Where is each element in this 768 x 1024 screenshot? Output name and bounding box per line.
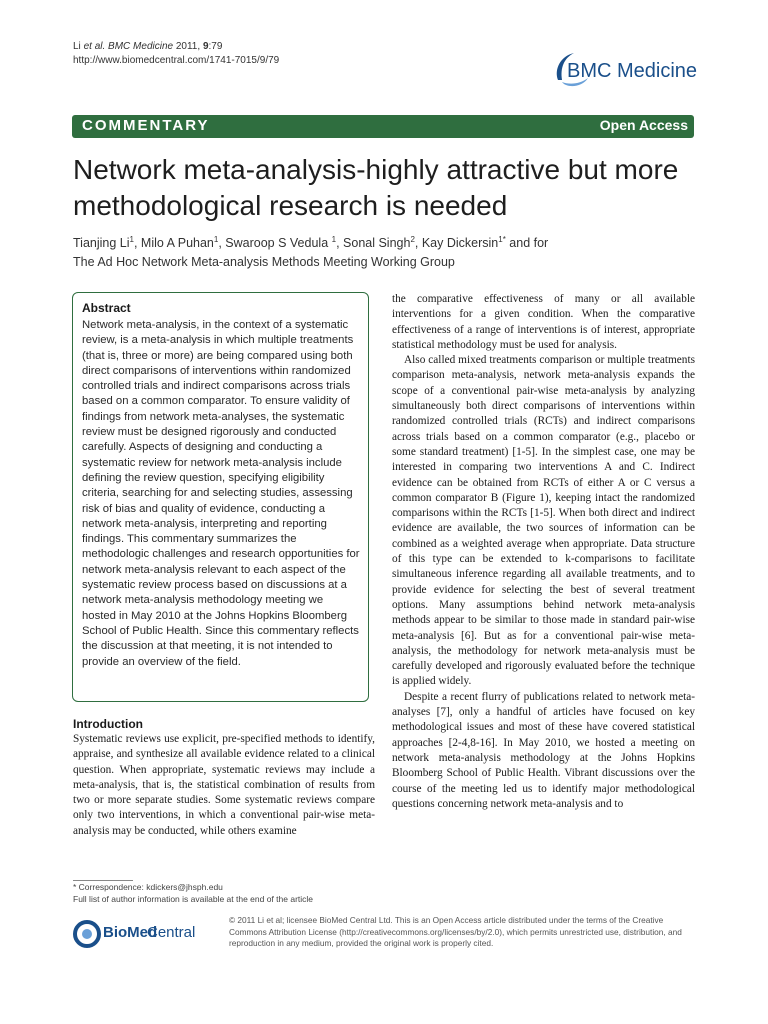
author-conjunction: and for xyxy=(505,236,549,251)
author-info-note: Full list of author information is available at the end of the article xyxy=(73,893,314,904)
author-name: , Sonal Singh xyxy=(336,236,411,251)
footnote xyxy=(73,882,373,905)
journal-logo-text: BMC Medicine xyxy=(567,60,698,82)
author-list xyxy=(73,230,693,272)
abstract-heading: Abstract xyxy=(82,301,131,315)
citation xyxy=(73,40,279,68)
affiliation-marker: 1 xyxy=(129,235,134,244)
article-title: Network meta-analysis-highly attractive but more methodological research is needed xyxy=(73,154,679,221)
introduction-text: Systematic reviews use explicit, pre-specified methods to identify, appraise, and synthesize all available evidence related to a clinical question. When appropriate, systematic reviews may include a meta-analysis, that is, the statistical combination of results from two or more separate studies. Some systematic reviews compare only two interventions, in which a conventional pair-wise meta-analysis may be conducted, while others examine xyxy=(73,733,375,837)
open-access-label: Open Access xyxy=(599,117,688,133)
body-paragraph: the comparative effectiveness of many or all available interventions for a given condition. When the comparative effectiveness of a range of interventions is of interest, appropriate statistical methodology must be used for analysis. xyxy=(392,293,695,351)
affiliation-marker: 2 xyxy=(410,235,415,244)
body-column-right xyxy=(392,292,695,812)
author-line-2: The Ad Hoc Network Meta-analysis Methods Meeting Working Group xyxy=(73,255,455,270)
citation-page: :79 xyxy=(208,41,223,52)
citation-url[interactable]: http://www.biomedcentral.com/1741-7015/9/79 xyxy=(73,55,280,66)
body-paragraph: Also called mixed treatments comparison or multiple treatments comparison meta-analysis, network meta-analysis expands the scope of a conventional pair-wise meta-analysis by analyzing simultaneously both direct comparisons of interventions within randomized controlled trials (RCTs) and indirect comparisons across trials based on a common comparator (e.g., placebo or some standard treatment) [1-5]. In the simplest case, one may be interested in comparing two interventions A and C. Indirect evidence can be obtained from RCTs of either A or C versus a common comparator B (Figure 1), keeping intact the randomized comparisons within the RCTs [1-5]. When both direct and indirect evidence are available, the two sources of information can be combined as a weighted average when appropriate. Data structure of this type can be extended to k-comparisons to facilitate simultaneous inference regarding all available treatments, and to provide evidence for selecting the best of several treatment options. Many assumptions behind network meta-analysis methods appear to be similar to those made in standard pair-wise meta-analysis [6]. But as for a conventional pair-wise meta-analysis, the methodology for network meta-analysis must be carefully developed and rigorously evaluated before the technique is applied widely. xyxy=(392,354,695,688)
affiliation-marker: 1 xyxy=(213,235,219,244)
article-type-label: COMMENTARY xyxy=(82,117,210,134)
correspondence-note[interactable]: * Correspondence: kdickers@jhsph.edu xyxy=(73,882,223,892)
biomed-circle-icon xyxy=(73,920,101,948)
journal-logo xyxy=(552,48,702,90)
citation-volume: 9 xyxy=(202,41,209,52)
abstract-text: Network meta-analysis, in the context of a systematic review, is a meta-analysis in which multiple treatments (that is, three or more) are being compared using both direct comparisons of interventions within randomized controlled trials and indirect comparisons across trials based on a common comparator. To ensure validity of findings from network meta-analyses, the systematic review must be designed rigorously and conducted carefully. Aspects of designing and conducting a systematic review for network meta-analysis include defining the review question, specifying eligibility criteria, searching for and selecting studies, assessing risk of bias and quality of evidence, conducting a network meta-analysis, interpreting and reporting findings. This commentary summarizes the methodologic challenges and research opportunities for network meta-analysis relevant to each aspect of the systematic review process based on discussions at a network meta-analysis methodology meeting we hosted in May 2010 at the Johns Hopkins Bloomberg School of Public Health. Since this commentary reflects the discussion at that meeting, it is not intended to provide an overview of the field. xyxy=(82,319,360,668)
citation-etal: et al. xyxy=(83,41,106,52)
biomed-central-logo xyxy=(73,918,223,948)
body-paragraph: Despite a recent flurry of publications related to network meta-analyses [7], only a handful of articles have focused on key methodological issues and most of these have covered statistical approaches [2-4,8-16]. In May 2010, we hosted a meeting on network meta-analysis methodology at the Johns Hopkins Bloomberg School of Public Health. Vibrant discussions over the course of the meeting led us to identify major methodological questions concerning network meta-analysis and to xyxy=(392,690,695,810)
author-name: , Swaroop S Vedula xyxy=(218,236,332,251)
author-name: , Milo A Puhan xyxy=(133,236,214,251)
citation-author: Li xyxy=(73,41,81,52)
license-text: © 2011 Li et al; licensee BioMed Central Ltd. This is an Open Access article distributed under the terms of the Creative Commons Attribution License (http://creativecommons.org/licenses/by/2.0), which permits unrestricted use, distribution, and reproduction in any medium, provided the original work is properly cited. xyxy=(229,915,682,948)
article-type-banner xyxy=(72,115,694,138)
citation-line xyxy=(73,40,279,54)
author-name: Tianjing Li xyxy=(73,236,130,251)
introduction-heading: Introduction xyxy=(73,717,143,731)
abstract-box xyxy=(72,292,369,702)
author-name: , Kay Dickersin xyxy=(414,236,499,251)
footnote-divider xyxy=(73,880,133,881)
citation-year: 2011, xyxy=(175,41,201,52)
author-line-1 xyxy=(73,230,693,253)
citation-journal: BMC Medicine xyxy=(108,41,174,52)
affiliation-marker: 1* xyxy=(498,235,506,244)
logo-text-regular: Central xyxy=(147,924,196,941)
affiliation-marker: 1 xyxy=(331,235,337,244)
logo-text-bold: BioMed xyxy=(103,924,158,941)
